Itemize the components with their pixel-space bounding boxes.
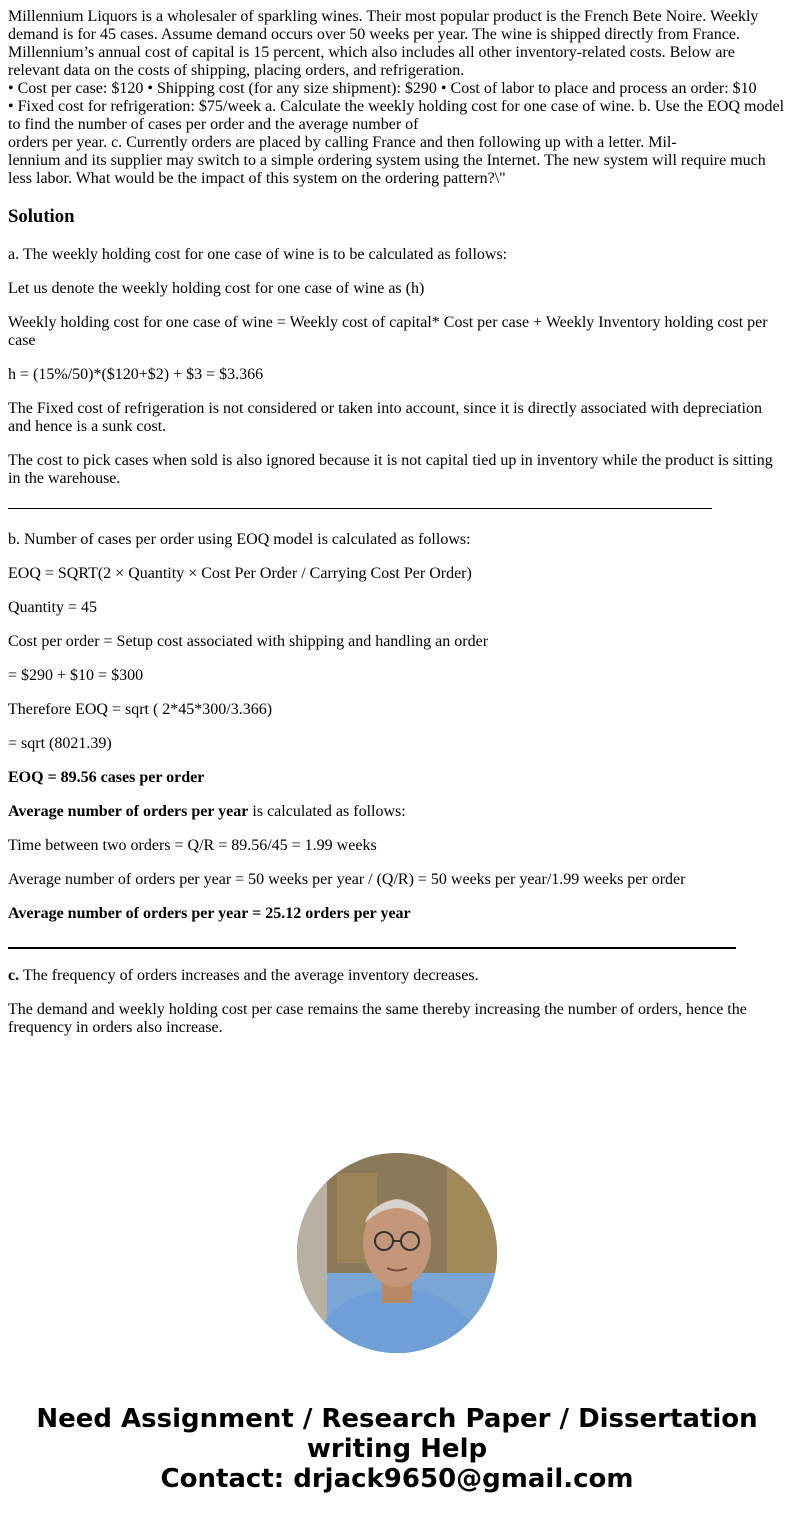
avg-orders-result-text: Average number of orders per year = 25.12 orders per year bbox=[8, 905, 411, 922]
cost-sum-line: = $290 + $10 = $300 bbox=[8, 667, 144, 684]
avg-orders-rest: is calculated as follows: bbox=[248, 803, 406, 820]
promo-banner bbox=[0, 1404, 794, 1494]
eoq-formula: EOQ = SQRT(2 × Quantity × Cost Per Order / Carrying Cost Per Order) bbox=[8, 565, 472, 582]
quantity-line: Quantity = 45 bbox=[8, 599, 98, 616]
time-between-orders: Time between two orders = Q/R = 89.56/45 = 1.99 weeks bbox=[8, 837, 377, 854]
author-photo bbox=[297, 1153, 497, 1353]
divider bbox=[8, 508, 712, 509]
eoq-result-text: EOQ = 89.56 cases per order bbox=[8, 769, 205, 786]
part-b-intro: b. Number of cases per order using EOQ model is calculated as follows: bbox=[8, 531, 471, 548]
part-a-intro: a. The weekly holding cost for one case of wine is to be calculated as follows: bbox=[8, 246, 508, 263]
part-a-note-picking: The cost to pick cases when sold is also ignored because it is not capital tied up in inventory while the product is sitting in the warehouse. bbox=[8, 452, 773, 487]
part-c-answer bbox=[8, 967, 786, 985]
part-a-formula: Weekly holding cost for one case of wine = Weekly cost of capital* Cost per case + Weekly Inventory holding cost per case bbox=[8, 314, 768, 349]
eoq-therefore-line: Therefore EOQ = sqrt ( 2*45*300/3.366) bbox=[8, 701, 273, 718]
avg-orders-bold: Average number of orders per year bbox=[8, 803, 249, 820]
avg-orders-calc: Average number of orders per year = 50 weeks per year / (Q/R) = 50 weeks per year/1.99 weeks per order bbox=[8, 871, 686, 888]
promo-line-2: writing Help bbox=[306, 1434, 488, 1464]
part-a-denote: Let us denote the weekly holding cost for one case of wine as (h) bbox=[8, 280, 425, 297]
part-c-explanation: The demand and weekly holding cost per case remains the same thereby increasing the number of orders, hence the frequency in orders also increase. bbox=[8, 1001, 747, 1036]
cost-per-order-line: Cost per order = Setup cost associated with shipping and handling an order bbox=[8, 633, 489, 650]
part-a-calc: h = (15%/50)*($120+$2) + $3 = $3.366 bbox=[8, 366, 264, 383]
avg-orders-result bbox=[8, 905, 786, 923]
part-a-note-refrigeration: The Fixed cost of refrigeration is not considered or taken into account, since it is directly associated with depreciation and hence is a sunk cost. bbox=[8, 400, 762, 435]
divider-thick bbox=[8, 947, 736, 949]
question-text: Millennium Liquors is a wholesaler of sparkling wines. Their most popular product is the French Bete Noire. Weekly demand is for 45 cases. Assume demand occurs over 50 weeks per year. The wine is shipped directly from France. Millennium’s annual cost of capital is 15 percent, which also includes all other inventory-related costs. Below are relevant data on the costs of shipping, placing orders, and refrigeration. • Cost per case: $120 • Shipping cost (for any size shipment): $290 • Cost of labor to place and process an order: $10 • Fixed cost for refrigeration: $75/week a. Calculate the weekly holding cost for one case of wine. b. Use the EOQ model to find the number of cases per order and the average number of orders per year. c. Currently orders are placed by calling France and then following up with a letter. Mil- lennium and its supplier may switch to a simple ordering system using the Internet. The new system will require much less labor. What would be the impact of this system on the ordering pattern?\" bbox=[8, 8, 785, 187]
eoq-sqrt-line: = sqrt (8021.39) bbox=[8, 735, 112, 752]
solution-heading: Solution bbox=[8, 206, 75, 227]
document-body bbox=[8, 8, 786, 1053]
part-c-label: c. bbox=[8, 967, 20, 984]
eoq-result bbox=[8, 769, 786, 787]
promo-contact: Contact: drjack9650@gmail.com bbox=[160, 1464, 634, 1494]
promo-line-1: Need Assignment / Research Paper / Dissertation bbox=[36, 1404, 758, 1434]
part-c-text: The frequency of orders increases and the average inventory decreases. bbox=[19, 967, 479, 984]
avg-orders-intro bbox=[8, 803, 786, 821]
author-avatar bbox=[297, 1153, 497, 1353]
